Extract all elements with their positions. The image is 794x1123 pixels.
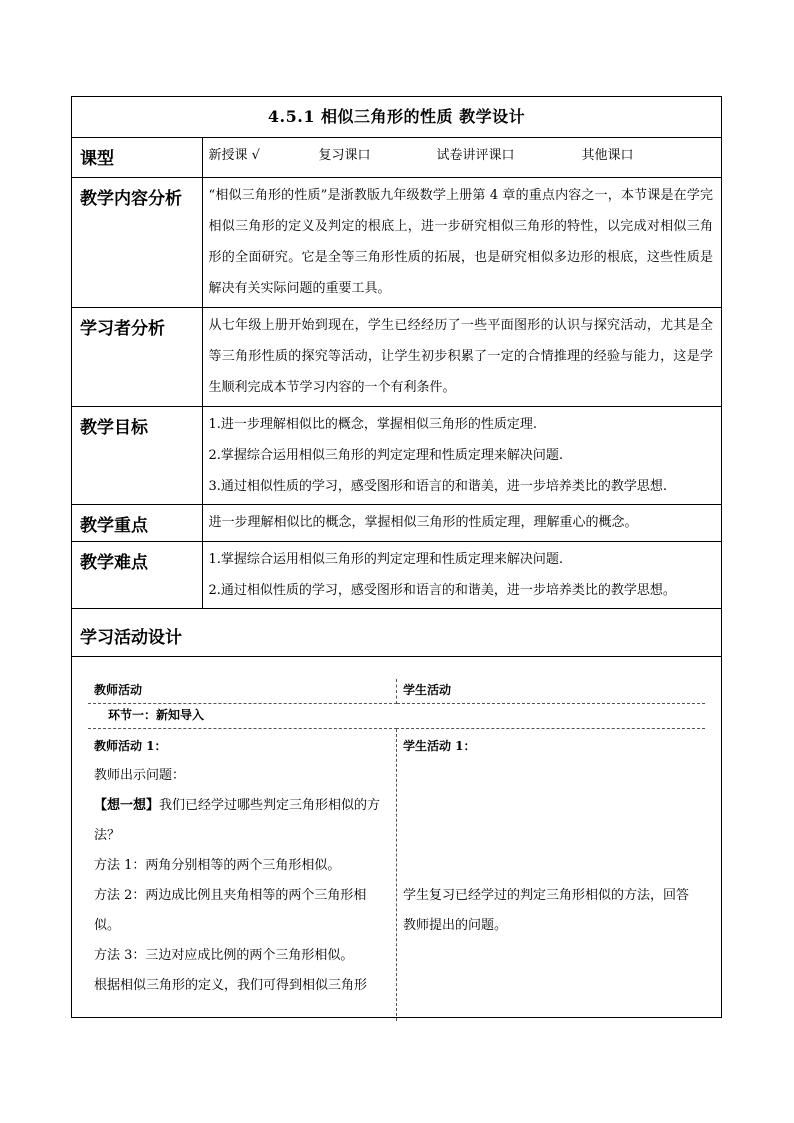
- option-new-lesson: 新授课 √: [208, 148, 260, 163]
- difficulty-item: 1.掌握综合运用相似三角形的判定定理和性质定理来解决问题.: [208, 552, 564, 567]
- activity-section-title: 学习活动设计: [72, 609, 721, 657]
- teacher-activity-header: 教师活动: [88, 679, 397, 704]
- lesson-plan-table: [72, 97, 721, 1034]
- key-points-label: 教学重点: [72, 505, 202, 542]
- content-analysis-text: “相似三角形的性质”是浙教版九年级数学上册第 4 章的重点内容之一，本节课是在学完相似三角形的定义及判定的根底上，进一步研究相似三角形的特性，以完成对相似三角形的全面研究。它是全等三角形性质的拓展，也是研究相似多边形的根底，这些性质是解决有关实际问题的重要工具。: [202, 178, 721, 308]
- difficulties-label: 教学难点: [72, 542, 202, 609]
- teacher-line: 教师出示问题：: [94, 768, 186, 783]
- learner-analysis-text: 从七年级上册开始到现在，学生已经经历了一些平面图形的认识与探究活动，尤其是全等三角形性质的探究等活动，让学生初步积累了一定的合情推理的经验与能力，这是学生顺利完成本节学习内容的一个有利条件。: [202, 308, 721, 407]
- student-activity-cell: [397, 729, 706, 1022]
- difficulty-item: 2.通过相似性质的学习，感受图形和语言的和谐美，进一步培养类比的教学思想。: [208, 583, 676, 598]
- student-activity-header: 学生活动: [397, 679, 706, 704]
- student-spacer: [403, 761, 699, 881]
- teacher-line: 根据相似三角形的定义，我们可得到相似三角形: [94, 978, 368, 993]
- option-test-review-lesson: 试卷讲评课口: [436, 148, 515, 163]
- teacher-line: 方法 2：两边成比例且夹角相等的两个三角形相似。: [94, 888, 367, 933]
- document-title: 4.5.1 相似三角形的性质 教学设计: [72, 97, 721, 138]
- think-tag: 【想一想】: [94, 798, 160, 813]
- option-review-lesson: 复习课口: [318, 148, 371, 163]
- learner-analysis-label: 学习者分析: [72, 308, 202, 407]
- objective-item: 2.掌握综合运用相似三角形的判定定理和性质定理来解决问题.: [208, 448, 564, 463]
- teacher-line: 方法 3：三边对应成比例的两个三角形相似。: [94, 948, 354, 963]
- think-question: 我们已经学过哪些判定三角形相似的方法？: [94, 798, 381, 843]
- teacher-line: [94, 791, 390, 851]
- objective-item: 1.进一步理解相似比的概念，掌握相似三角形的性质定理.: [208, 417, 538, 432]
- teacher-activity-subtitle: 教师活动 1：: [94, 739, 167, 753]
- teacher-activity-cell: [88, 729, 397, 1022]
- activity-section: [72, 657, 721, 1035]
- stage-title: 环节一：新知导入: [88, 704, 705, 729]
- objectives-label: 教学目标: [72, 407, 202, 505]
- objective-item: 3.通过相似性质的学习，感受图形和语言的和谐美，进一步培养类比的教学思想.: [208, 479, 668, 494]
- teacher-line: 方法 1：两角分别相等的两个三角形相似。: [94, 858, 341, 873]
- key-points-text: 进一步理解相似比的概念，掌握相似三角形的性质定理，理解重心的概念。: [202, 505, 721, 542]
- difficulties-list: [202, 542, 721, 609]
- content-analysis-label: 教学内容分析: [72, 178, 202, 308]
- lesson-type-label: 课型: [72, 138, 202, 178]
- option-other-lesson: 其他课口: [581, 148, 634, 163]
- student-activity-subtitle: 学生活动 1：: [403, 739, 476, 753]
- lesson-plan-page: [71, 96, 722, 1018]
- student-activity-text: 学生复习已经学过的判定三角形相似的方法，回答教师提出的问题。: [403, 888, 690, 933]
- lesson-type-options: [202, 138, 721, 178]
- activity-table: [88, 679, 705, 1021]
- objectives-list: [202, 407, 721, 505]
